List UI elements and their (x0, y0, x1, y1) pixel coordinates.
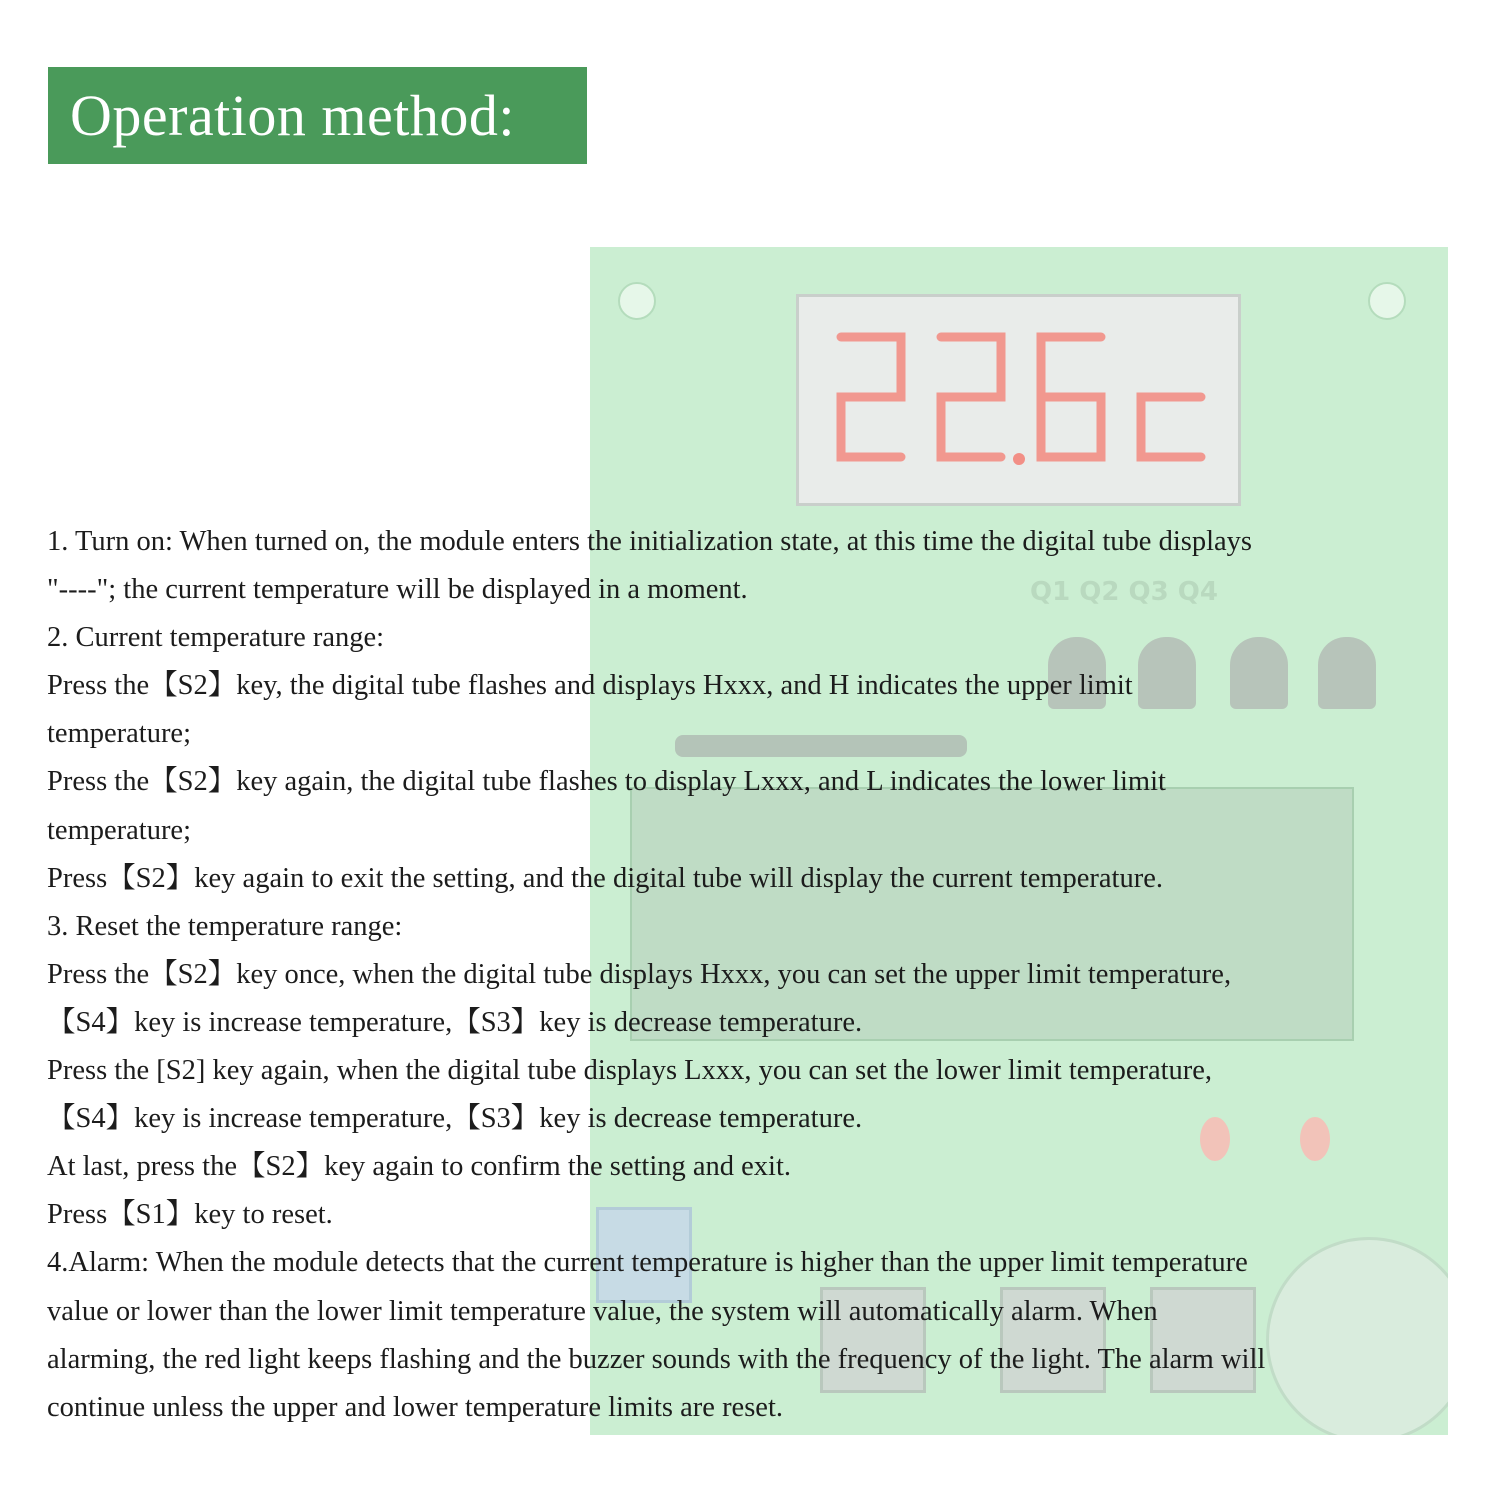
instruction-line: 1. Turn on: When turned on, the module enters the initialization state, at this time the digital tube displays (47, 526, 1252, 557)
instruction-line: At last, press the【S2】key again to confirm the setting and exit. (47, 1151, 792, 1183)
pcb-label: Q1 Q2 Q3 Q4 (1030, 577, 1218, 607)
instruction-line: alarming, the red light keeps flashing and the buzzer sounds with the frequency of the light. The alarm will (47, 1343, 1266, 1375)
instruction-line: 【S4】key is increase temperature,【S3】key is decrease temperature. (47, 1006, 863, 1038)
instructions-text (47, 518, 1467, 1432)
page-title: Operation method: (48, 67, 587, 164)
instruction-line: Press the【S2】key once, when the digital tube displays Hxxx, you can set the upper limit temperature, (47, 958, 1232, 990)
instruction-line: temperature; (47, 814, 192, 846)
instruction-line: Press【S2】key again to exit the setting, and the digital tube will display the current temperature. (47, 862, 1163, 894)
instruction-line: 4.Alarm: When the module detects that the current temperature is higher than the upper limit temperature (47, 1247, 1248, 1279)
instruction-line: Press【S1】key to reset. (47, 1199, 333, 1231)
display-digits (821, 327, 1221, 477)
instruction-line: 【S4】key is increase temperature,【S3】key is decrease temperature. (47, 1103, 863, 1135)
instruction-line: Press the [S2] key again, when the digital tube displays Lxxx, you can set the lower limit temperature, (47, 1055, 1213, 1087)
instruction-line: Press the【S2】key again, the digital tube flashes to display Lxxx, and L indicates the lower limit (47, 766, 1166, 798)
instruction-line: temperature; (47, 718, 192, 750)
mounting-hole (1368, 282, 1406, 320)
instruction-line: Press the【S2】key, the digital tube flashes and displays Hxxx, and H indicates the upper limit (47, 670, 1133, 702)
mounting-hole (618, 282, 656, 320)
instruction-line: "----"; the current temperature will be displayed in a moment. (47, 574, 748, 606)
instruction-line: value or lower than the lower limit temperature value, the system will automatically alarm. When (47, 1295, 1158, 1327)
digit-segments (821, 327, 1221, 477)
instruction-line: 3. Reset the temperature range: (47, 910, 403, 942)
instruction-line: 2. Current temperature range: (47, 622, 385, 654)
seven-segment-display (796, 294, 1241, 506)
instruction-line: continue unless the upper and lower temperature limits are reset. (47, 1391, 783, 1423)
